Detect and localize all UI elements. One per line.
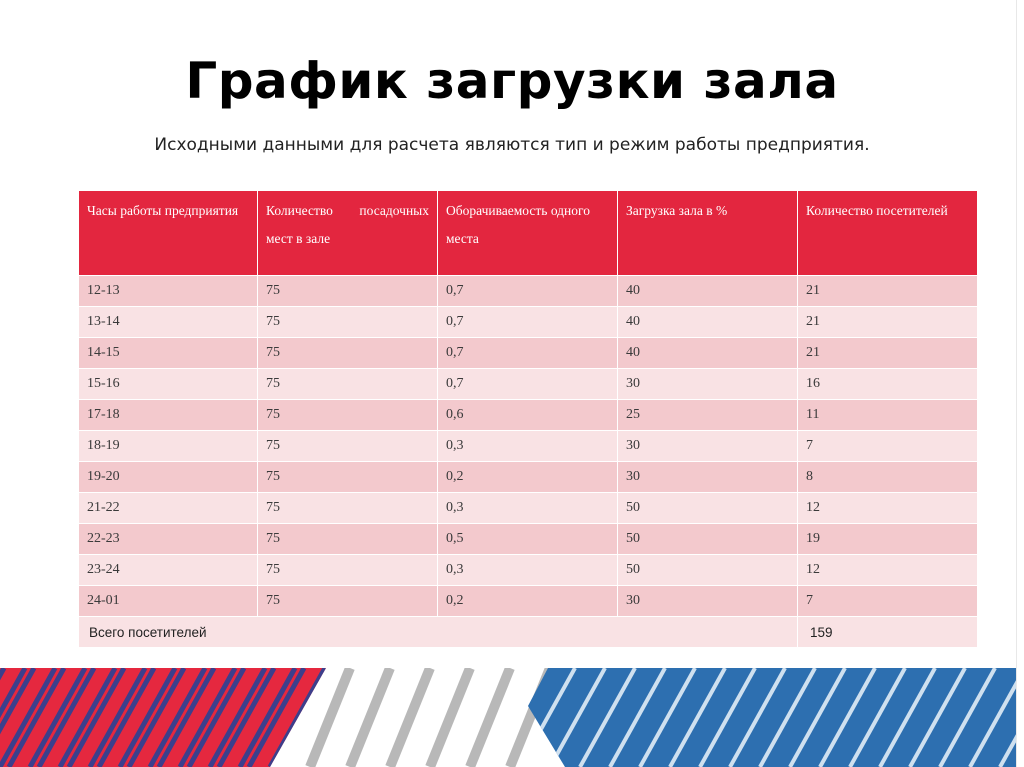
seats-cell: 75 xyxy=(258,431,438,462)
table-row xyxy=(79,431,978,462)
table-row xyxy=(79,307,978,338)
total-value: 159 xyxy=(798,617,978,648)
visitors-cell: 12 xyxy=(798,493,978,524)
table-row xyxy=(79,276,978,307)
slide-title: График загрузки зала xyxy=(185,52,839,110)
seats-cell: 75 xyxy=(258,555,438,586)
load-schedule-table xyxy=(78,190,978,648)
header-load-percent: Загрузка зала в % xyxy=(618,191,798,276)
table-row xyxy=(79,369,978,400)
table-row xyxy=(79,586,978,617)
decorative-stripe-band xyxy=(0,668,1016,767)
table-row xyxy=(79,555,978,586)
turnover-cell: 0,5 xyxy=(438,524,618,555)
visitors-cell: 21 xyxy=(798,276,978,307)
total-row xyxy=(79,617,978,648)
header-hours: Часы работы предприятия xyxy=(79,191,258,276)
load-cell: 50 xyxy=(618,493,798,524)
gray-stripe xyxy=(430,668,470,767)
seats-cell: 75 xyxy=(258,524,438,555)
seats-cell: 75 xyxy=(258,400,438,431)
turnover-cell: 0,3 xyxy=(438,493,618,524)
visitors-cell: 7 xyxy=(798,586,978,617)
visitors-cell: 11 xyxy=(798,400,978,431)
hours-cell: 19-20 xyxy=(79,462,258,493)
seats-cell: 75 xyxy=(258,338,438,369)
hours-cell: 22-23 xyxy=(79,524,258,555)
visitors-cell: 21 xyxy=(798,338,978,369)
hours-cell: 24-01 xyxy=(79,586,258,617)
load-cell: 30 xyxy=(618,586,798,617)
load-cell: 40 xyxy=(618,307,798,338)
load-cell: 30 xyxy=(618,369,798,400)
load-cell: 50 xyxy=(618,524,798,555)
seats-cell: 75 xyxy=(258,462,438,493)
turnover-cell: 0,2 xyxy=(438,462,618,493)
turnover-cell: 0,7 xyxy=(438,338,618,369)
visitors-cell: 19 xyxy=(798,524,978,555)
table-header-row xyxy=(79,191,978,276)
load-cell: 40 xyxy=(618,276,798,307)
gray-stripes xyxy=(310,668,550,767)
hours-cell: 21-22 xyxy=(79,493,258,524)
table-row xyxy=(79,493,978,524)
header-turnover: Оборачиваемость одного места xyxy=(438,191,618,276)
header-visitors: Количество посетителей xyxy=(798,191,978,276)
turnover-cell: 0,7 xyxy=(438,276,618,307)
blue-stripe-block xyxy=(528,668,1016,767)
header-seats: Количество посадочных мест в зале xyxy=(258,191,438,276)
hours-cell: 23-24 xyxy=(79,555,258,586)
visitors-cell: 8 xyxy=(798,462,978,493)
turnover-cell: 0,3 xyxy=(438,431,618,462)
seats-cell: 75 xyxy=(258,586,438,617)
seats-cell: 75 xyxy=(258,307,438,338)
load-cell: 25 xyxy=(618,400,798,431)
hours-cell: 17-18 xyxy=(79,400,258,431)
total-label: Всего посетителей xyxy=(79,617,798,648)
seats-cell: 75 xyxy=(258,369,438,400)
table-row xyxy=(79,462,978,493)
gray-stripe xyxy=(470,668,510,767)
gray-stripe xyxy=(350,668,390,767)
visitors-cell: 7 xyxy=(798,431,978,462)
table-row xyxy=(79,524,978,555)
turnover-cell: 0,2 xyxy=(438,586,618,617)
table-row xyxy=(79,400,978,431)
seats-cell: 75 xyxy=(258,276,438,307)
hours-cell: 13-14 xyxy=(79,307,258,338)
load-cell: 50 xyxy=(618,555,798,586)
hours-cell: 18-19 xyxy=(79,431,258,462)
hours-cell: 15-16 xyxy=(79,369,258,400)
load-cell: 40 xyxy=(618,338,798,369)
slide-subtitle: Исходными данными для расчета являются тип и режим работы предприятия. xyxy=(154,135,870,155)
load-cell: 30 xyxy=(618,431,798,462)
turnover-cell: 0,3 xyxy=(438,555,618,586)
visitors-cell: 21 xyxy=(798,307,978,338)
turnover-cell: 0,7 xyxy=(438,369,618,400)
turnover-cell: 0,6 xyxy=(438,400,618,431)
visitors-cell: 16 xyxy=(798,369,978,400)
load-cell: 30 xyxy=(618,462,798,493)
visitors-cell: 12 xyxy=(798,555,978,586)
table-row xyxy=(79,338,978,369)
turnover-cell: 0,7 xyxy=(438,307,618,338)
hours-cell: 12-13 xyxy=(79,276,258,307)
hours-cell: 14-15 xyxy=(79,338,258,369)
seats-cell: 75 xyxy=(258,493,438,524)
gray-stripe xyxy=(390,668,430,767)
